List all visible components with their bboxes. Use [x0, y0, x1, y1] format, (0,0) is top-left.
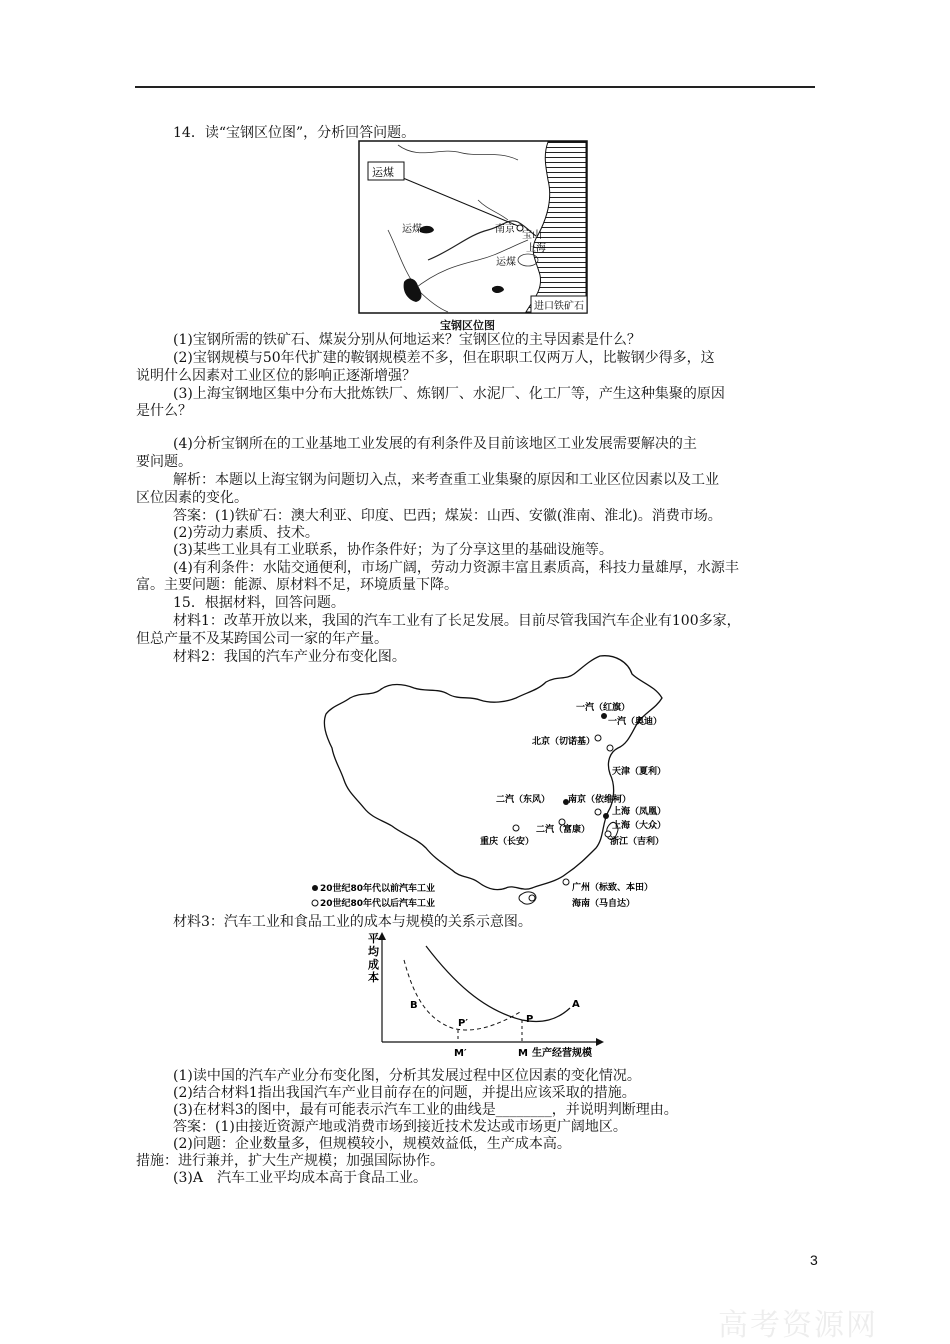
label-faw-audi: 一汽（奥迪） [608, 717, 663, 727]
cost-scale-chart [362, 930, 622, 1066]
q14-line: (3)某些工业具有工业联系，协作条件好；为了分享这里的基础设施等。 [173, 542, 613, 558]
legend-after-80s: 20世纪80年代以后汽车工业 [320, 899, 436, 909]
label-shanghai-dazhong: 上海（大众） [612, 821, 667, 831]
marker-nanjing [595, 809, 601, 815]
label-beijing: 北京（切诺基） [532, 737, 596, 747]
label-B: B [410, 1000, 418, 1011]
marker-chongqing [513, 825, 519, 831]
label-M-prime: M′ [454, 1048, 467, 1059]
q14-line: (2)劳动力素质、技术。 [173, 525, 319, 541]
q15-line: 措施：进行兼并，扩大生产规模；加强国际协作。 [136, 1153, 444, 1169]
q15-line: (1)读中国的汽车产业分布变化图，分析其发展过程中区位因素的变化情况。 [173, 1068, 641, 1084]
label-guangzhou: 广州（标致、本田） [572, 883, 654, 893]
label-nanjing: 南京（依维柯） [568, 795, 632, 805]
label-faw-hongqi: 一汽（红旗） [576, 703, 631, 713]
marker-hainan [529, 895, 535, 901]
marker-faw [601, 713, 607, 719]
baosteel-location-map [358, 140, 588, 314]
marker-beijing [595, 735, 601, 741]
label-nanjing: 南京 [495, 224, 515, 235]
china-auto-industry-map [310, 652, 690, 912]
q14-line: (4)有利条件：水陆交通便利，市场广阔，劳动力资源丰富且素质高，科技力量雄厚，水源丰 [173, 560, 739, 576]
q14-line: 说明什么因素对工业区位的影响正逐渐增强？ [136, 368, 416, 384]
q14-line: 解析：本题以上海宝钢为问题切入点，来考查重工业集聚的原因和工业区位因素以及工业 [173, 472, 719, 488]
legend-before-80s: 20世纪80年代以前汽车工业 [320, 884, 436, 894]
material3-line: 材料3：汽车工业和食品工业的成本与规模的关系示意图。 [173, 914, 532, 930]
ylabel-char: 成 [368, 958, 379, 971]
label-fukang: 二汽（富康） [536, 825, 591, 835]
label-dongfeng: 二汽（东风） [496, 795, 551, 805]
q14-line: (2)宝钢规模与50年代扩建的鞍钢规模差不多，但在职职工仅两万人，比鞍钢少得多，这 [173, 350, 715, 366]
label-coal-left: 运煤 [402, 224, 422, 235]
q15-line: 材料1：改革开放以来，我国的汽车工业有了长足发展。目前尽管我国汽车企业有100多家， [173, 613, 741, 629]
page-number: 3 [810, 1252, 818, 1268]
label-coal-box: 运煤 [372, 166, 394, 179]
label-chongqing: 重庆（长安） [480, 837, 535, 847]
ylabel-char: 平 [368, 932, 379, 945]
legend-hollow-marker [312, 900, 318, 906]
label-M: M [518, 1048, 528, 1059]
q15-line: 15．根据材料，回答问题。 [173, 595, 345, 611]
curve-a [426, 946, 570, 1022]
q14-line: 是什么？ [136, 403, 192, 419]
ylabel-char: 本 [368, 971, 379, 984]
label-tianjin: 天津（夏利） [612, 767, 667, 777]
q15-line: 材料2：我国的汽车产业分布变化图。 [173, 649, 406, 665]
label-hainan: 海南（马自达） [572, 899, 636, 909]
q14-title: 14．读“宝钢区位图”，分析回答问题。 [173, 125, 416, 141]
q15-line: (2)问题：企业数量多，但规模较小，规模效益低，生产成本高。 [173, 1136, 571, 1152]
marker-tianjin [607, 745, 613, 751]
ylabel-char: 均 [368, 945, 379, 958]
q14-line: 区位因素的变化。 [136, 490, 248, 506]
label-baoshan: 宝山 [522, 230, 542, 241]
q15-line: 答案：(1)由接近资源产地或消费市场到接近技术发达或市场更广阔地区。 [173, 1119, 627, 1135]
xlabel: 生产经营规模 [532, 1048, 592, 1059]
q14-line: 答案：(1)铁矿石：澳大利亚、印度、巴西；煤炭：山西、安徽(淮南、淮北)。消费市场。 [173, 508, 722, 524]
label-coal-south: 运煤 [496, 257, 516, 268]
label-shanghai-fenghuang: 上海（凤凰） [612, 807, 667, 817]
label-P: P [526, 1014, 534, 1025]
marker-guangzhou [563, 879, 569, 885]
q14-line: 要问题。 [136, 454, 192, 470]
label-P-prime: P′ [458, 1018, 468, 1029]
q15-line: (2)结合材料1指出我国汽车产业目前存在的问题，并提出应该采取的措施。 [173, 1085, 636, 1101]
label-shanghai: 上海 [526, 243, 546, 254]
q15-line: (3)在材料3的图中，最有可能表示汽车工业的曲线是________，并说明判断理由。 [173, 1102, 678, 1118]
label-A: A [572, 999, 580, 1010]
q15-line: 但总产量不及某跨国公司一家的年产量。 [136, 631, 388, 647]
q14-line: (1)宝钢所需的铁矿石、煤炭分别从何地运来？宝钢区位的主导因素是什么？ [173, 332, 641, 348]
header-rule [135, 86, 815, 88]
map-caption: 宝钢区位图 [440, 319, 495, 332]
label-import-iron: 进口铁矿石 [534, 301, 584, 312]
q15-line: (3)A 汽车工业平均成本高于食品工业。 [173, 1170, 427, 1186]
q14-line: 富。主要问题：能源、原材料不足，环境质量下降。 [136, 577, 458, 593]
q14-line: (3)上海宝钢地区集中分布大批炼铁厂、炼钢厂、水泥厂、化工厂等，产生这种集聚的原因 [173, 386, 725, 402]
marker-shanghai [603, 813, 609, 819]
q14-line: (4)分析宝钢所在的工业基地工业发展的有利条件及目前该地区工业发展需要解决的主 [173, 436, 697, 452]
label-zhejiang: 浙江（吉利） [610, 837, 665, 847]
watermark: 高考资源网 [718, 1308, 878, 1343]
legend-filled-marker [312, 885, 318, 891]
